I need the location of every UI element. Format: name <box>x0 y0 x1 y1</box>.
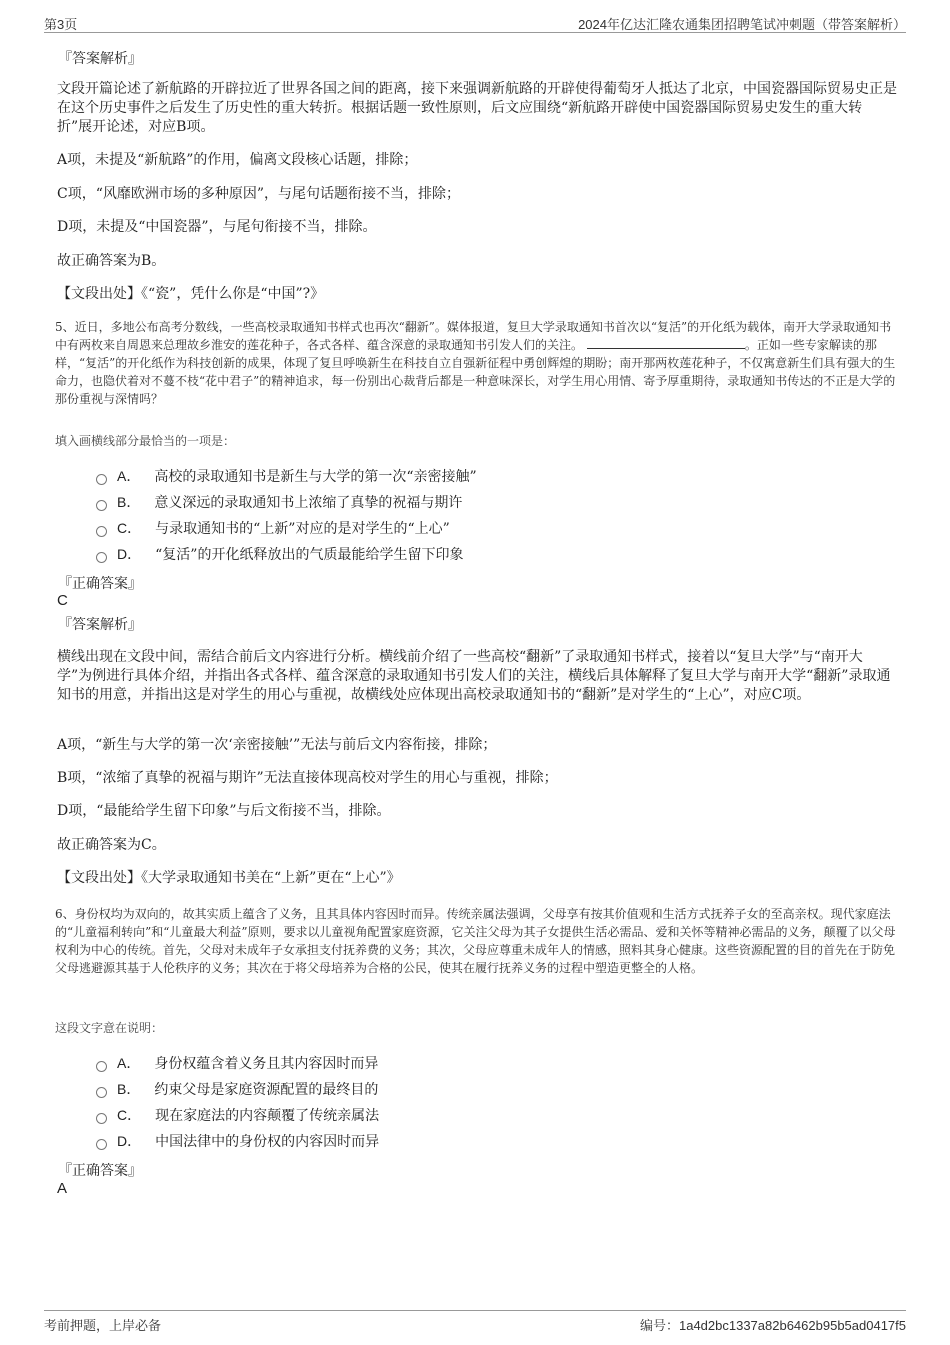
fill-blank-line <box>587 336 745 349</box>
passage-source: 【文段出处】《大学录取通知书美在“上新”更在“上心”》 <box>57 870 401 886</box>
radio-button[interactable] <box>96 1139 107 1150</box>
radio-button[interactable] <box>96 500 107 511</box>
document-title: 2024年亿达汇隆农通集团招聘笔试冲刺题（带答案解析） <box>578 17 906 32</box>
analysis-line-a: A项，未提及“新航路”的作用，偏离文段核心话题，排除； <box>57 152 418 168</box>
analysis-line-d: D项，“最能给学生留下印象”与后文衔接不当，排除。 <box>57 803 391 819</box>
option-c[interactable]: C． 与录取通知书的“上新”对应的是对学生的“上心” <box>96 518 450 538</box>
option-b[interactable]: B． 意义深远的录取通知书上浓缩了真挚的祝福与期许 <box>96 492 462 512</box>
answer-conclusion: 故正确答案为C。 <box>57 837 166 853</box>
analysis-line-b: B项，“浓缩了真挚的祝福与期许”无法直接体现高校对学生的用心与重视，排除； <box>57 770 558 786</box>
option-d[interactable]: D． “复活”的开化纸释放出的气质最能给学生留下印象 <box>96 544 463 564</box>
page-header <box>44 12 906 33</box>
correct-answer: C <box>57 592 68 609</box>
analysis-line-c: C项，“风靡欧洲市场的多种原因”，与尾句话题衔接不当，排除； <box>57 186 461 202</box>
footer-slogan: 考前押题，上岸必备 <box>44 1318 162 1333</box>
analysis-label: 『答案解析』 <box>58 51 142 67</box>
analysis-line-a: A项，“新生与大学的第一次‘亲密接触’”无法与前后文内容衔接，排除； <box>57 737 497 753</box>
question-5-prompt: 填入画横线部分最恰当的一项是： <box>55 434 236 448</box>
question-6-stem: 6、身份权均为双向的，故其实质上蕴含了义务，且其具体内容因时而异。传统亲属法强调，父母享有按其价值观和生活方式抚养子女的至高亲权。现代家庭法的“儿童福利转向”和“儿童最大利益”原则，要求以儿童视角配置家庭资源，它关注父母为其子女提供生活必需品、爱和关怀等精神必需品的义务，颠覆了以父母权利为中心的传统。首先，父母对未成年子女承担支付抚养费的义务；其次，父母应尊重未成年人的情感，照料其身心健康。这些资源配置的目的首先在于防免父母逃避源其基于人伦秩序的义务；其次在于将父母培养为合格的公民，使其在履行抚养义务的过程中塑造更整全的人格。 <box>55 907 896 975</box>
page-number: 第3页 <box>44 17 78 32</box>
question-5-stem <box>55 318 898 408</box>
correct-answer: A <box>57 1180 68 1197</box>
option-a[interactable]: A． 高校的录取通知书是新生与大学的第一次“亲密接触” <box>96 466 477 486</box>
analysis-text: 文段开篇论述了新航路的开辟拉近了世界各国之间的距离，接下来强调新航路的开辟使得葡萄牙人抵达了北京，中国瓷器国际贸易史正是在这个历史事件之后发生了历史性的重大转折。根据话题一致性原则，后文应围绕“新航路开辟使中国瓷器国际贸易史发生的重大转折”展开论述，对应B项。 <box>57 81 897 135</box>
question-5-stem-after: 。正如一些专家解读的那样，“复活”的开化纸作为科技创新的成果，体现了复旦呼唤新生在科技自立自强新征程中勇创辉煌的期盼；南开那两枚莲花种子，不仅寓意新生们具有强大的生命力，也隐伏着对不蔓不枝“花中君子”的精神追求，每一份别出心裁背后都是一种意味深长，对学生用心用情、寄予厚重期待，录取通知书传达的不正是大学的那份重视与深情吗？ <box>55 338 896 406</box>
radio-button[interactable] <box>96 526 107 537</box>
page-footer <box>44 1310 906 1335</box>
analysis-label: 『答案解析』 <box>58 617 142 633</box>
option-b[interactable]: B． 约束父母是家庭资源配置的最终目的 <box>96 1079 378 1099</box>
question-6-prompt: 这段文字意在说明： <box>55 1021 164 1035</box>
analysis-line-d: D项，未提及“中国瓷器”，与尾句衔接不当，排除。 <box>57 219 377 235</box>
analysis-text: 横线出现在文段中间，需结合前后文内容进行分析。横线前介绍了一些高校“翻新”了录取通知书样式，接着以“复旦大学”与“南开大学”为例进行具体介绍，并指出各式各样、蕴含深意的录取通知书引发人们的关注，横线后具体解释了复旦大学与南开大学“翻新”录取通知书的用意，并指出这是对学生的用心与重视，故横线处应体现出高校录取通知书的“翻新”是对学生的“上心”，对应C项。 <box>57 649 891 703</box>
passage-source: 【文段出处】《“瓷”，凭什么你是“中国”?》 <box>57 286 325 302</box>
radio-button[interactable] <box>96 1113 107 1124</box>
document-id: 编号：1a4d2bc1337a82b6462b95b5ad0417f5 <box>639 1318 906 1333</box>
option-d[interactable]: D． 中国法律中的身份权的内容因时而异 <box>96 1131 379 1151</box>
correct-answer-label: 『正确答案』 <box>58 1163 142 1179</box>
radio-button[interactable] <box>96 1061 107 1072</box>
question-5-stem-before: 5、近日，多地公布高考分数线，一些高校录取通知书样式也再次“翻新”。媒体报道，复旦大学录取通知书首次以“复活”的开化纸为载体，南开大学录取通知书中有两枚来自周恩来总理故乡淮安的莲花种子，各式各样、蕴含深意的录取通知书引发人们的关注。 <box>55 320 892 352</box>
radio-button[interactable] <box>96 1087 107 1098</box>
option-c[interactable]: C． 现在家庭法的内容颠覆了传统亲属法 <box>96 1105 379 1125</box>
option-a[interactable]: A． 身份权蕴含着义务且其内容因时而异 <box>96 1053 378 1073</box>
radio-button[interactable] <box>96 474 107 485</box>
correct-answer-label: 『正确答案』 <box>58 576 142 592</box>
answer-conclusion: 故正确答案为B。 <box>57 253 166 269</box>
radio-button[interactable] <box>96 552 107 563</box>
